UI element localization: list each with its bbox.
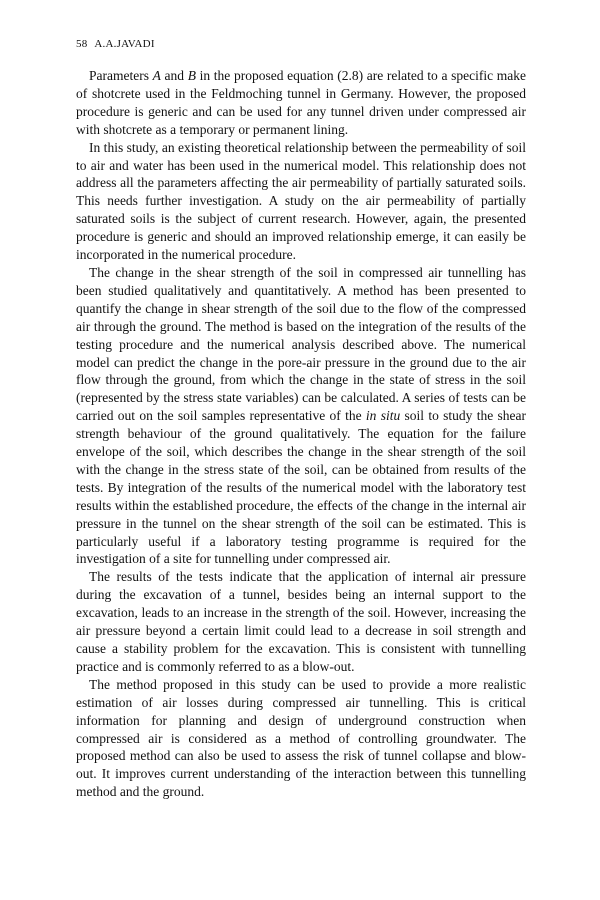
paragraph-1-text-a: Parameters xyxy=(89,68,153,83)
paragraph-1-text-b: and xyxy=(160,68,188,83)
parameter-a: A xyxy=(152,68,161,83)
paragraph-2: In this study, an existing theoretical relationship between the permeability of soil to air and water has been used in the numerical model. This relationship does not address all the parameters affecting the air permeability of partially saturated soils. This needs further investigation. A study on the air permeability of partially saturated soils is the subject of current research. However, again, the presented procedure is generic and should an improved relationship emerge, it can easily be incorporated in the numerical procedure. xyxy=(76,139,526,263)
paragraph-4: The results of the tests indicate that the application of internal air pressure during the excavation of a tunnel, besides being an internal support to the excavation, leads to an increase in the strength of the soil. However, increasing the air pressure beyond a certain limit could lead to a decrease in soil strength and cause a stability problem for the excavation. This is consistent with tunnelling practice and is commonly referred to as a blow-out. xyxy=(76,569,526,674)
paragraph-1-text-c: in the proposed equation (2.8) are related to a specific make of shotcrete used in the Feldmoching tunnel in Germany. However, the proposed procedure is generic and can be used for any tunnel driven under compressed air with shotcrete as a temporary or permanent lining. xyxy=(76,68,526,137)
paragraph-3-text-b: soil to study the shear strength behaviour of the ground qualitatively. The equation for the failure envelope of the soil, which describes the change in the shear strength of the soil with the change in the stress state of the soil, can be obtained from results of the tests. By integration of the results of the numerical model with the laboratory test results within the established procedure, the effects of the change in the internal air pressure in the tunnel on the shear strength of the soil can be estimated. This is particularly useful if a laboratory testing programme is required for the investigation of a site for tunnelling under compressed air. xyxy=(76,408,526,567)
body-text xyxy=(76,67,526,801)
paragraph-3 xyxy=(76,264,526,568)
author-name: A.A.JAVADI xyxy=(94,38,155,50)
paragraph-5: The method proposed in this study can be used to provide a more realistic estimation of air losses during compressed air tunnelling. This is critical information for planning and design of underground construction when compressed air is considered as a method of controlling groundwater. The proposed method can also be used to assess the risk of tunnel collapse and blow-out. It improves current understanding of the interaction between this tunnelling method and the ground. xyxy=(76,676,526,800)
paragraph-1 xyxy=(76,67,526,139)
parameter-b: B xyxy=(187,68,196,83)
page-number: 58 xyxy=(76,38,88,50)
in-situ-term: in situ xyxy=(365,408,401,424)
paragraph-3-text-a: The change in the shear strength of the soil in compressed air tunnelling has been studied qualitatively and quantitatively. A method has been presented to quantify the change in shear strength of the soil due to the flow of the compressed air through the ground. The method is based on the integration of the results of the testing procedure and the numerical analysis described above. The numerical model can predict the change in the pore-air pressure in the ground due to the air flow through the ground, from which the change in the state of stress in the soil (represented by the stress state variables) can be calculated. A series of tests can be carried out on the soil samples representative of the xyxy=(76,264,526,424)
running-head xyxy=(76,38,155,50)
